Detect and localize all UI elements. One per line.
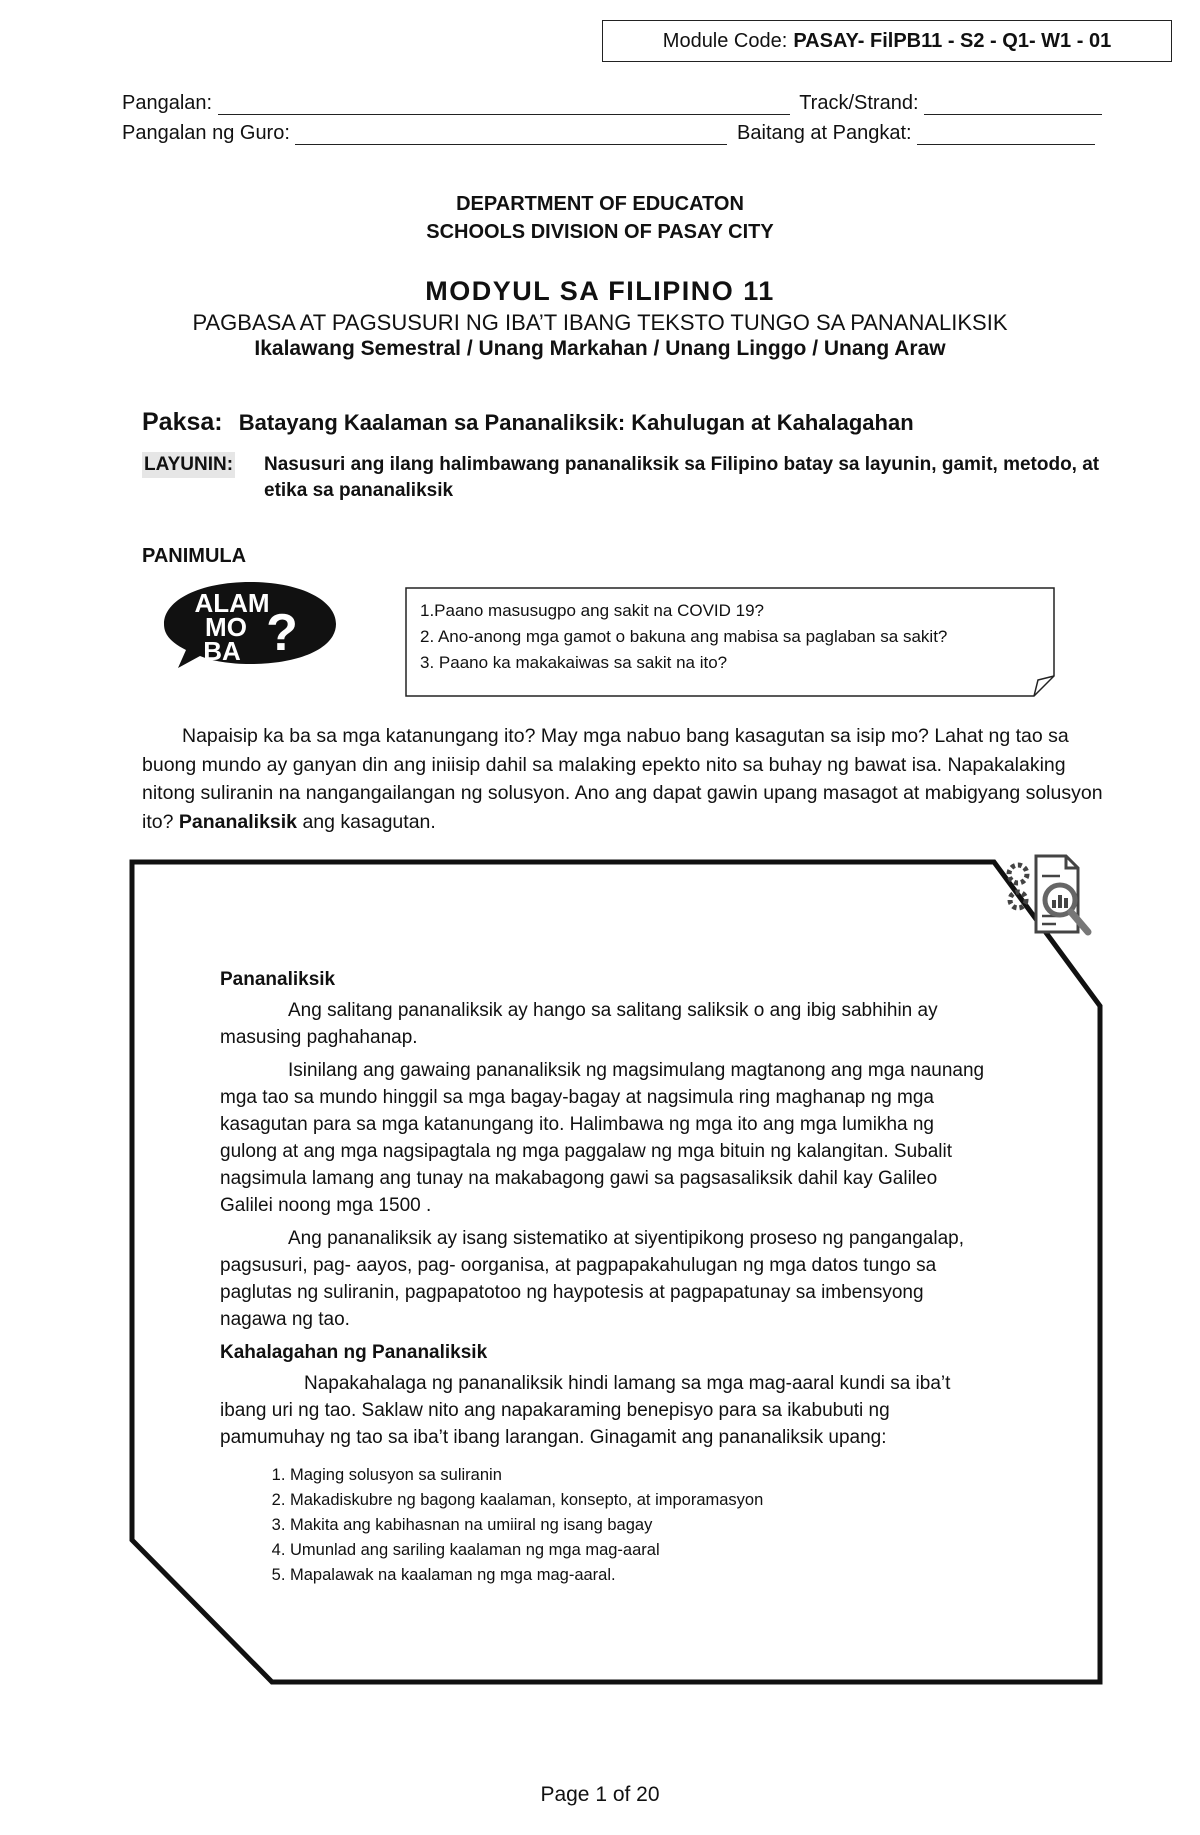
paksa-line <box>142 408 914 437</box>
question-item: 2. Ano-anong mga gamot o bakuna ang mabisa sa paglaban sa sakit? <box>420 627 948 646</box>
department-line-2: SCHOOLS DIVISION OF PASAY CITY <box>426 221 774 243</box>
list-item: 1. Maging solusyon sa suliranin <box>290 1463 990 1488</box>
paragraph-history: Isinilang ang gawaing pananaliksik ng magsimulang magtanong ang mga naunang mga tao sa mundo hinggil sa mga bagay-bagay at nagsimula ring maghanap ng mga kasagutan para sa mga katanungang ito. Halimbawa ng mga ito ang mga lumikha ng gulong at ang mga nagsipagtala ng mga paggalaw ng mga bituin ng kalangitan. Subalit nagsimula lamang ang tunay na makabagong gawi sa pagsasaliksik dahil kay Galileo Galilei noong mga 1500 . <box>220 1060 985 1216</box>
department-line-1: DEPARTMENT OF EDUCATON <box>456 193 744 215</box>
track-label: Track/Strand: <box>799 92 919 114</box>
paksa-label: Paksa: <box>142 408 223 436</box>
teacher-label: Pangalan ng Guro: <box>122 122 290 144</box>
kahalagahan-heading: Kahalagahan ng Pananaliksik <box>220 1342 488 1363</box>
document-search-icon <box>1000 850 1096 940</box>
intro-bold-word: Pananaliksik <box>178 810 298 833</box>
paksa-text: Batayang Kaalaman sa Pananaliksik: Kahulugan at Kahalagahan <box>238 410 914 435</box>
department-heading <box>0 190 1200 246</box>
list-item: 2. Makadiskubre ng bagong kaalaman, konsepto, at imporamasyon <box>290 1488 990 1513</box>
teacher-field-line[interactable] <box>295 126 727 145</box>
name-field-line[interactable] <box>218 96 790 115</box>
intro-paragraph <box>142 722 1112 836</box>
module-semester: Ikalawang Semestral / Unang Markahan / Unang Linggo / Unang Araw <box>254 337 946 360</box>
question-item: 3. Paano ka makakaiwas sa sakit na ito? <box>420 653 728 672</box>
teacher-field-row <box>122 122 1095 145</box>
module-code-box <box>602 20 1172 62</box>
track-field-line[interactable] <box>924 96 1102 115</box>
page-number: Page 1 of 20 <box>540 1783 660 1806</box>
alam-mo-ba-badge <box>160 578 340 670</box>
module-title: MODYUL SA FILIPINO 11 <box>425 276 775 306</box>
intro-text: Napaisip ka ba sa mga katanungang ito? May mga nabuo bang kasagutan sa isip mo? Lahat ng tao sa buong mundo ay ganyan din ang iniisip dahil sa malaking epekto nito sa buhay ng bawat isa. Napakalaking nitong suliranin na nangangailangan ng solusyon. Ano ang dapat gawin upang masagot at mabigyang solusyon ito? <box>142 725 1103 833</box>
layunin-block <box>142 452 1102 504</box>
name-label: Pangalan: <box>122 92 213 114</box>
module-subtitle: PAGBASA AT PAGSUSURI NG IBA’T IBANG TEKSTO TUNGO SA PANANALIKSIK <box>192 310 1008 335</box>
list-item: 5. Mapalawak na kaalaman ng mga mag-aaral. <box>290 1563 990 1588</box>
list-item: 3. Makita ang kabihasnan na umiiral ng isang bagay <box>290 1513 990 1538</box>
name-field-row <box>122 92 1102 115</box>
content-body <box>220 966 990 1588</box>
grade-field-line[interactable] <box>917 126 1095 145</box>
paragraph-importance: Napakahalaga ng pananaliksik hindi lamang sa mga mag-aaral kundi sa iba’t ibang uri ng tao. Saklaw nito ang napakaraming benepisyo para sa ikabubuti ng pamumuhay ng tao sa iba’t ibang larangan. Ginagamit ang pananaliksik upang: <box>220 1373 951 1448</box>
pananaliksik-heading: Pananaliksik <box>220 969 336 990</box>
questions-list <box>420 598 1020 676</box>
layunin-label: LAYUNIN: <box>142 452 235 478</box>
layunin-text: Nasusuri ang ilang halimbawang pananaliksik sa Filipino batay sa layunin, gamit, metodo, at etika sa pananaliksik <box>264 454 1100 501</box>
mo-word: MO <box>205 612 247 642</box>
module-code-label: Module Code: <box>662 29 788 52</box>
question-item: 1.Paano masusugpo ang sakit na COVID 19? <box>420 601 764 620</box>
module-code-value: PASAY- FilPB11 - S2 - Q1- W1 - 01 <box>793 29 1112 52</box>
question-mark-icon: ? <box>266 604 298 662</box>
paragraph-process: Ang pananaliksik ay isang sistematiko at siyentipikong proseso ng pangangalap, pagsusuri, pag- aayos, pag- oorganisa, at pagpapakahulugan ng mga datos tungo sa paglutas ng suliranin, pagpapatotoo ng haypotesis at pagpapatunay sa imbensyong nagawa ng tao. <box>220 1228 964 1330</box>
list-item: 4. Umunlad ang sariling kaalaman ng mga mag-aaral <box>290 1538 990 1563</box>
alam-word: ALAM <box>194 588 270 618</box>
intro-end: ang kasagutan. <box>297 810 436 833</box>
uses-list <box>220 1463 990 1588</box>
panimula-heading: PANIMULA <box>142 545 247 567</box>
ba-word: BA <box>203 636 241 666</box>
grade-label: Baitang at Pangkat: <box>737 122 912 144</box>
paragraph-definition: Ang salitang pananaliksik ay hango sa salitang saliksik o ang ibig sabhihin ay masusing paghahanap. <box>220 1000 938 1048</box>
